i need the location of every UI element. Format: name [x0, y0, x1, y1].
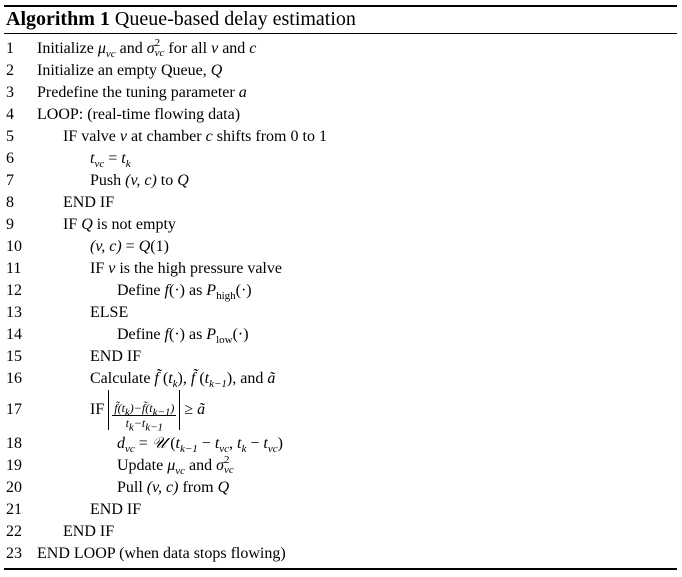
algorithm-line-10 — [0, 236, 682, 258]
line-number: 8 — [6, 194, 14, 211]
line-number: 14 — [6, 326, 22, 343]
line-number: 18 — [6, 435, 22, 452]
algorithm-label: Algorithm 1 — [6, 8, 110, 30]
line-number: 2 — [6, 62, 14, 79]
line-number: 11 — [6, 260, 22, 277]
fraction: $\frac{f̃(t_k)-f̃(t_{k-1})}{t_k-t_{k-1}}$ — [114, 400, 175, 434]
algorithm-line-19 — [0, 455, 682, 477]
line-number: 19 — [6, 457, 22, 474]
algorithm-line-16 — [0, 368, 682, 390]
algorithm-line-13 — [0, 302, 682, 324]
line-number: 6 — [6, 150, 14, 167]
algorithm-line-9 — [0, 214, 682, 236]
line-text: Define f(·) as $P_{high}(\cdot)$ — [117, 282, 252, 303]
algorithm-line-4 — [0, 104, 682, 126]
line-text: END IF — [90, 348, 142, 365]
line-text: Update $\mu_{vc}$ and σ 2 vc — [117, 454, 234, 478]
algorithm-line-11 — [0, 258, 682, 280]
algorithm-line-15 — [0, 346, 682, 368]
algorithm-caption: Queue-based delay estimation — [114, 8, 356, 30]
line-text: IF v is the high pressure valve — [90, 260, 282, 277]
algorithm-line-21 — [0, 499, 682, 521]
line-text: Predefine the tuning parameter a — [37, 84, 247, 101]
algorithm-line-3 — [0, 82, 682, 104]
line-number: 15 — [6, 348, 22, 365]
algorithm-line-8 — [0, 192, 682, 214]
line-number: 13 — [6, 304, 22, 321]
line-text: IF $\frac{f̃(t_k)-f̃(t_{k-1})}{t_k-t_{k-1}}$ ≥ ã — [90, 388, 205, 432]
algorithm-line-12 — [0, 280, 682, 302]
line-text: Calculate f̃ $(t_k)$, f̃ $(t_{k-1})$, and ã — [90, 370, 276, 391]
line-number: 12 — [6, 282, 22, 299]
bottom-rule — [4, 568, 677, 570]
line-number: 16 — [6, 370, 22, 387]
line-text: $t_{vc} = t_k$ — [90, 150, 131, 171]
line-text: IF Q is not empty — [63, 216, 176, 233]
line-number: 22 — [6, 523, 22, 540]
algorithm-line-17 — [0, 388, 682, 432]
line-number: 10 — [6, 238, 22, 255]
line-number: 20 — [6, 479, 22, 496]
algorithm-line-20 — [0, 477, 682, 499]
line-text: Push (v, c) to Q — [90, 172, 189, 189]
algorithm-line-23 — [0, 543, 682, 565]
line-text: $d_{vc}$ = 𝒰 ($t_{k-1} - t_{vc}$, $t_k - t_{vc}$) — [117, 435, 283, 456]
algorithm-line-1 — [0, 38, 682, 60]
algorithm-line-5 — [0, 126, 682, 148]
line-text: END IF — [63, 523, 115, 540]
line-text: END LOOP (when data stops flowing) — [37, 545, 286, 562]
line-text: (v, c) = Q(1) — [90, 238, 169, 255]
line-number: 17 — [6, 401, 22, 418]
algorithm-line-2 — [0, 60, 682, 82]
header-rule — [4, 33, 677, 34]
line-text: Initialize an empty Queue, Q — [37, 62, 223, 79]
line-text: ELSE — [90, 304, 129, 321]
line-text: END IF — [63, 194, 115, 211]
algorithm-line-14 — [0, 324, 682, 346]
line-number: 9 — [6, 216, 14, 233]
line-number: 3 — [6, 84, 14, 101]
line-number: 5 — [6, 128, 14, 145]
line-text: Define f(·) as $P_{low}(\cdot)$ — [117, 326, 249, 347]
line-text: Initialize $\mu_{vc}$ and σ 2 vc for all v and c — [37, 37, 257, 61]
absolute-value-bars — [108, 390, 180, 434]
algorithm-line-18 — [0, 433, 682, 455]
line-number: 23 — [6, 545, 22, 562]
line-text: IF valve v at chamber c shifts from 0 to 1 — [63, 128, 327, 145]
algorithm-line-6 — [0, 148, 682, 170]
line-number: 4 — [6, 106, 14, 123]
line-number: 1 — [6, 40, 14, 57]
line-number: 21 — [6, 501, 22, 518]
line-text: END IF — [90, 501, 142, 518]
line-number: 7 — [6, 172, 14, 189]
algorithm-line-22 — [0, 521, 682, 543]
algorithm-line-7 — [0, 170, 682, 192]
line-text: LOOP: (real-time flowing data) — [37, 106, 241, 123]
algorithm-title — [6, 6, 356, 32]
line-text: Pull (v, c) from Q — [117, 479, 230, 496]
